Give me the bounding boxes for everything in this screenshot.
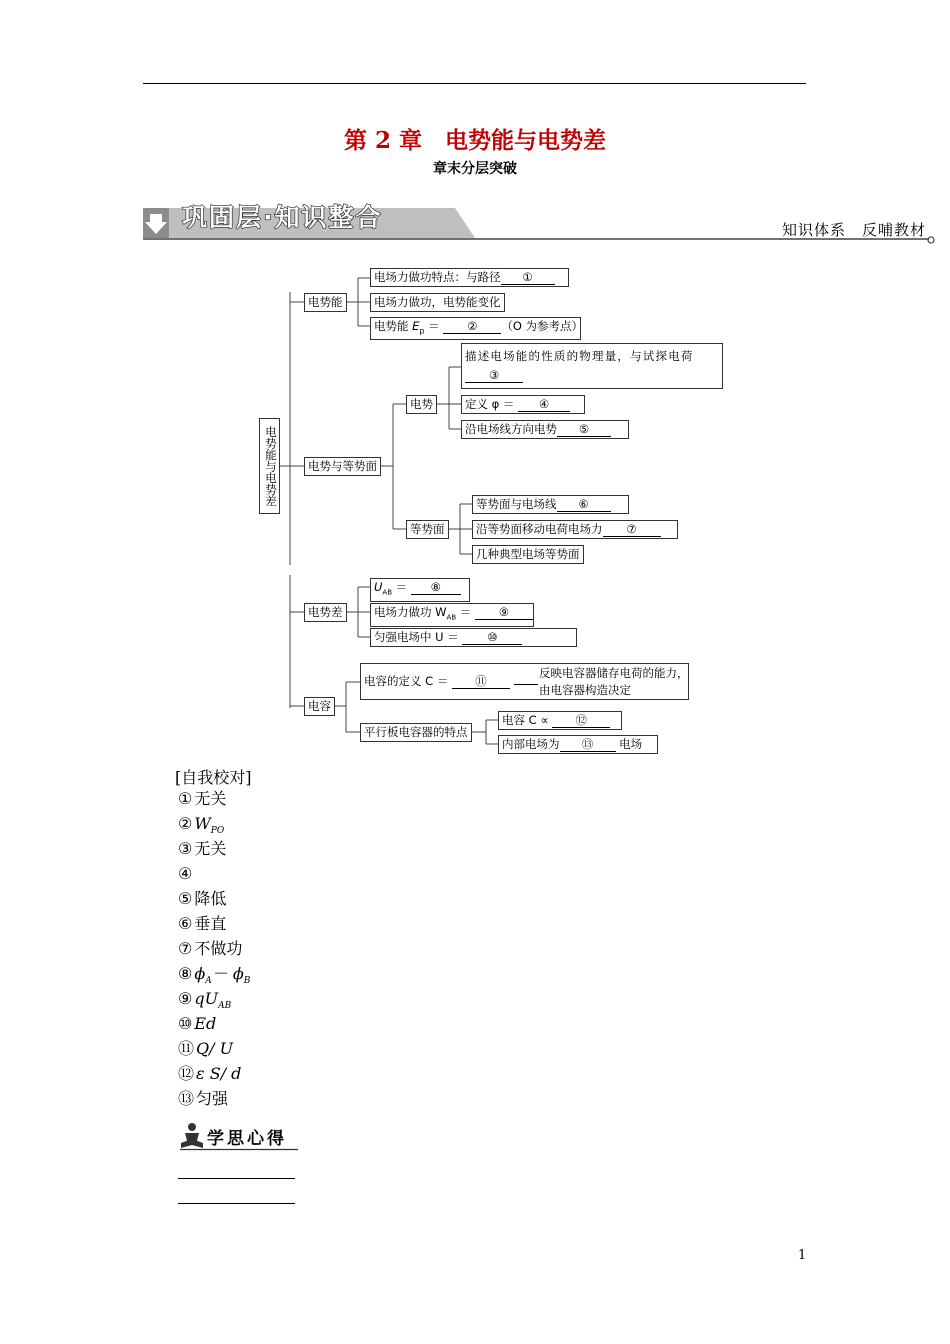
self-check-item: [178, 1014, 216, 1034]
node-b2b-2: 沿等势面移动电荷电场力 ⑦: [472, 520, 678, 539]
answer-number: ⑩: [178, 1014, 193, 1033]
answer-text: 垂直: [194, 914, 227, 933]
banner-right-text: 知识体系 反哺教材: [782, 221, 927, 239]
notes-line-2[interactable]: [178, 1203, 295, 1204]
self-check-item: [178, 964, 250, 991]
root-node: 电势能与电势差: [259, 418, 280, 514]
node-b2a-3: 沿电场线方向电势 ⑤: [461, 420, 629, 439]
self-check-item: [178, 1064, 241, 1084]
self-check-item: [178, 1089, 228, 1109]
answer-number: ③: [178, 839, 193, 858]
answer-text: 不做功: [194, 939, 243, 958]
answer-text: 无关: [194, 789, 227, 808]
answer-subscript: AB: [218, 1001, 232, 1012]
notes-heading: 学思心得: [207, 1129, 287, 1149]
node-b2a-2: 定义 φ ＝ ④: [461, 395, 585, 414]
answer-text: Ed: [194, 1014, 217, 1033]
node-potential-difference: 电势差: [304, 603, 347, 622]
answer-number: ⑬: [178, 1089, 195, 1108]
self-check-item: [178, 1039, 233, 1059]
self-check-item: [178, 914, 226, 934]
answer-subscript: A: [205, 976, 212, 987]
node-b3-3: 匀强电场中 U ＝ ⑩: [370, 628, 577, 647]
page-number: 1: [798, 1248, 807, 1263]
answer-number: ⑥: [178, 914, 193, 933]
answer-number: ⑪: [178, 1039, 195, 1058]
notes-line-1[interactable]: [178, 1178, 295, 1179]
answer-number: ①: [178, 789, 193, 808]
answer-subscript: B: [243, 976, 251, 987]
node-b3-2: 电场力做功 $W_{AB}$ ＝ ⑨: [370, 603, 534, 627]
chapter-subtitle: 章末分层突破: [433, 161, 517, 177]
answer-text: qU: [194, 989, 219, 1008]
self-check-item: [178, 939, 242, 959]
node-b2b-3: 几种典型电场等势面: [472, 545, 584, 564]
self-check-item: [178, 839, 226, 859]
answer-number: ⑧: [178, 964, 193, 983]
answer-text: 匀强: [196, 1089, 229, 1108]
answer-number: ⑫: [178, 1064, 195, 1083]
self-check-item: [178, 789, 226, 809]
answer-number: ④: [178, 864, 193, 883]
answer-number: ⑦: [178, 939, 193, 958]
answer-text: － ϕ: [211, 964, 244, 983]
answer-number: ②: [178, 814, 193, 833]
self-check-item: [178, 814, 224, 841]
node-b1-2: 电场力做功，电势能变化: [370, 293, 505, 312]
answer-text: W: [194, 814, 211, 833]
node-potential-energy: 电势能: [304, 293, 347, 312]
self-check-item: [178, 989, 231, 1016]
chapter-title: 第 2 章 电势能与电势差: [343, 127, 607, 154]
self-check-heading: [自我校对]: [175, 768, 252, 787]
node-b4-2: 平行板电容器的特点: [360, 723, 472, 742]
answer-subscript: PO: [210, 826, 225, 837]
node-capacitance: 电容: [304, 697, 335, 716]
answer-number: ⑨: [178, 989, 193, 1008]
answer-text: ϕ: [194, 964, 206, 983]
answer-text: 降低: [194, 889, 227, 908]
answer-number: ⑤: [178, 889, 193, 908]
banner-heading: 巩固层·知识整合: [182, 203, 383, 232]
node-b4-2-1: 电容 C ∝ ⑫: [498, 711, 622, 730]
answer-text: ε S/ d: [196, 1064, 242, 1083]
answer-text: 无关: [194, 839, 227, 858]
node-potential-equipotential: 电势与等势面: [304, 457, 381, 476]
self-check-item: [178, 889, 226, 909]
node-b1-1: 电场力做功特点：与路径 ①: [370, 268, 569, 287]
self-check-item: [178, 864, 194, 884]
node-b1-3: 电势能 $E_p$ ＝ ② （O 为参考点）: [370, 317, 581, 340]
node-equipotential: 等势面: [406, 520, 449, 539]
node-b4-2-2: 内部电场为 ⑬ 电场: [498, 735, 658, 754]
node-b4-1: 电容的定义 C ＝ ⑪ 反映电容器储存电荷的能力， 由电容器构造决定: [360, 663, 689, 700]
node-b3-1: $U_{AB}$ ＝ ⑧: [370, 578, 470, 602]
node-b2b-1: 等势面与电场线 ⑥: [472, 495, 629, 514]
node-b2a-1: 描述电场能的性质的物理量，与试探电荷 ③: [461, 343, 723, 389]
node-potential: 电势: [406, 395, 437, 414]
answer-text: Q/ U: [196, 1039, 234, 1058]
